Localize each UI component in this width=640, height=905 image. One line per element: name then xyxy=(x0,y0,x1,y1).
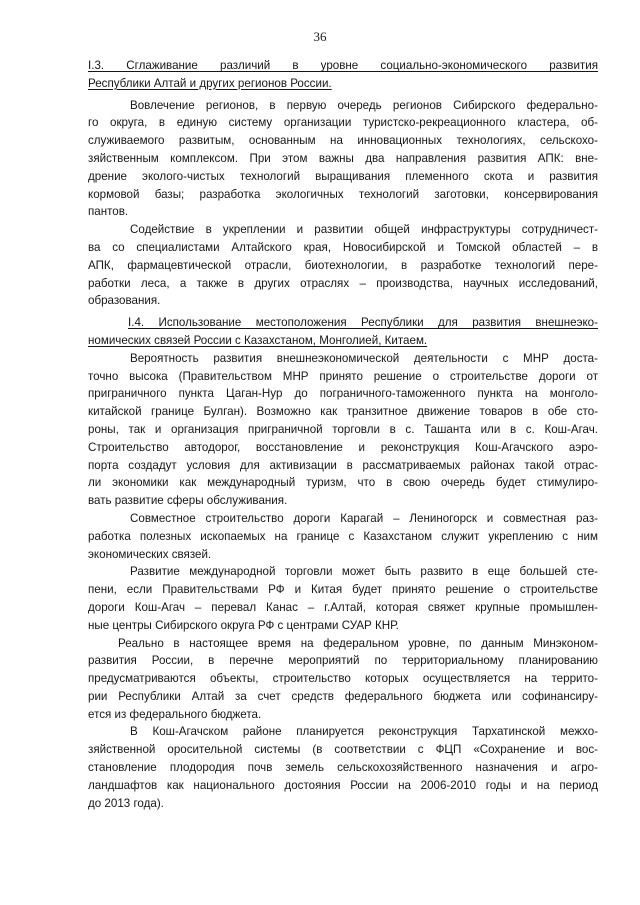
paragraph-line: зяйственным комплексом. При этом важны два направления развития АПК: вне- xyxy=(88,151,598,165)
paragraph-line: Развитие международной торговли может быть развито в еще большей сте- xyxy=(130,565,598,579)
paragraph-line: роны, так и организация приграничной торговли в с. Ташанта или в с. Кош-Агач. xyxy=(88,422,598,436)
paragraph-line: дрение эколого-чистых технологий выращивания племенного скота и развития xyxy=(88,169,598,183)
paragraph-line: ется из федерального бюджета. xyxy=(88,707,262,721)
paragraph-line: порта создадут условия для активизации в рассматриваемых районах такой отрас- xyxy=(88,458,598,472)
heading-line: номических связей России с Казахстаном, Монголией, Китаем. xyxy=(88,333,428,347)
paragraph-china-trade xyxy=(88,563,598,634)
paragraph-line: зяйственной оросительной системы (в соответствии с ФЦП «Сохранение и вос- xyxy=(88,743,598,757)
paragraph-line: развития России, в перечне мероприятий по территориальному планированию xyxy=(88,654,598,668)
paragraph-line: до 2013 года). xyxy=(88,796,164,810)
paragraph-federal-level xyxy=(88,635,598,724)
paragraph-line: АПК, фармацевтической отрасли, биотехнологии, в разработке технологий пере- xyxy=(88,258,598,272)
paragraph-line: Вероятность развития внешнеэкономической деятельности с МНР доста- xyxy=(130,351,598,365)
paragraph-line: ландшафтов как национального достояния России на 2006-2010 годы и на период xyxy=(88,778,598,792)
paragraph-regions-involvement xyxy=(88,97,598,222)
paragraph-line: точно высока (Правительством МНР принято решение о строительстве дороги от xyxy=(88,369,598,383)
paragraph-line: предусматриваются объекты, строительство которых осуществляется на террито- xyxy=(88,672,598,686)
paragraph-line: служиваемого развитым, основанным на инновационных технологиях, сельскохо- xyxy=(88,134,598,148)
paragraph-line: экономических связей. xyxy=(88,547,212,561)
paragraph-line: ва со специалистами Алтайского края, Новосибирской и Томской областей – в xyxy=(88,240,598,254)
paragraph-irrigation-system xyxy=(88,723,598,812)
text-body xyxy=(88,57,598,812)
paragraph-line: Содействие в укреплении и развитии общей инфраструктуры сотрудничест- xyxy=(130,223,598,237)
paragraph-line: работки леса, а также в других отраслях – производства, научных исследований, xyxy=(88,276,598,290)
paragraph-infrastructure-cooperation xyxy=(88,221,598,310)
paragraph-line: китайской границе Булган). Возможно как транзитное движение товаров в обе сто- xyxy=(88,405,598,419)
paragraph-foreign-trade-mongolia xyxy=(88,350,598,510)
paragraph-line: пантов. xyxy=(88,205,129,219)
paragraph-line: Вовлечение регионов, в первую очередь регионов Сибирского федерально- xyxy=(130,98,598,112)
section-heading-1-4 xyxy=(88,314,598,350)
paragraph-line: вать развитие сферы обслуживания. xyxy=(88,494,288,508)
paragraph-line: образования. xyxy=(88,294,161,308)
paragraph-line: рии Республики Алтай за счет средств федерального бюджета или софинансиру- xyxy=(88,689,598,703)
paragraph-line: приграничного пункта Цаган-Нур до пограничного-таможенного пункта на монголо- xyxy=(88,387,598,401)
paragraph-line: пени, если Правительствами РФ и Китая будет принято решение о строительстве xyxy=(88,583,598,597)
heading-line: I.3. Сглаживание различий в уровне социально-экономического развития xyxy=(88,59,598,72)
paragraph-kazakhstan-road xyxy=(88,510,598,563)
paragraph-line: работка полезных ископаемых на границе с Казахстаном служит укреплению с ним xyxy=(88,529,598,543)
paragraph-line: го округа, в единую систему организации туристско-рекреационного кластера, об- xyxy=(88,116,598,130)
paragraph-line: Совместное строительство дороги Карагай – Лениногорск и совместная раз- xyxy=(130,511,598,525)
paragraph-line: В Кош-Агачском районе планируется реконструкция Тархатинской межхо- xyxy=(130,725,598,739)
heading-line: Республики Алтай и других регионов России. xyxy=(88,76,332,90)
paragraph-line: Реально в настоящее время на федеральном уровне, по данным Минэконом- xyxy=(118,636,598,650)
section-heading-1-3 xyxy=(88,57,598,93)
paragraph-line: Строительство автодорог, восстановление и реконструкция Кош-Агачского аэро- xyxy=(88,440,598,454)
paragraph-line: ли экономики как международный туризм, что в свою очередь будет стимулиро- xyxy=(88,476,598,490)
paragraph-line: становление плодородия почв земель сельскохозяйственного назначения и агро- xyxy=(88,761,598,775)
page-number: 36 xyxy=(313,29,327,44)
paragraph-line: ные центры Сибирского округа РФ с центрами СУАР КНР. xyxy=(88,618,399,632)
heading-line: I.4. Использование местоположения Республики для развития внешнеэко- xyxy=(128,316,598,330)
paragraph-line: кормовой базы; разработка экологичных технологий заготовки, консервирования xyxy=(88,187,598,201)
paragraph-line: дороги Кош-Агач – перевал Канас – г.Алтай, которая свяжет крупные промышлен- xyxy=(88,600,598,614)
